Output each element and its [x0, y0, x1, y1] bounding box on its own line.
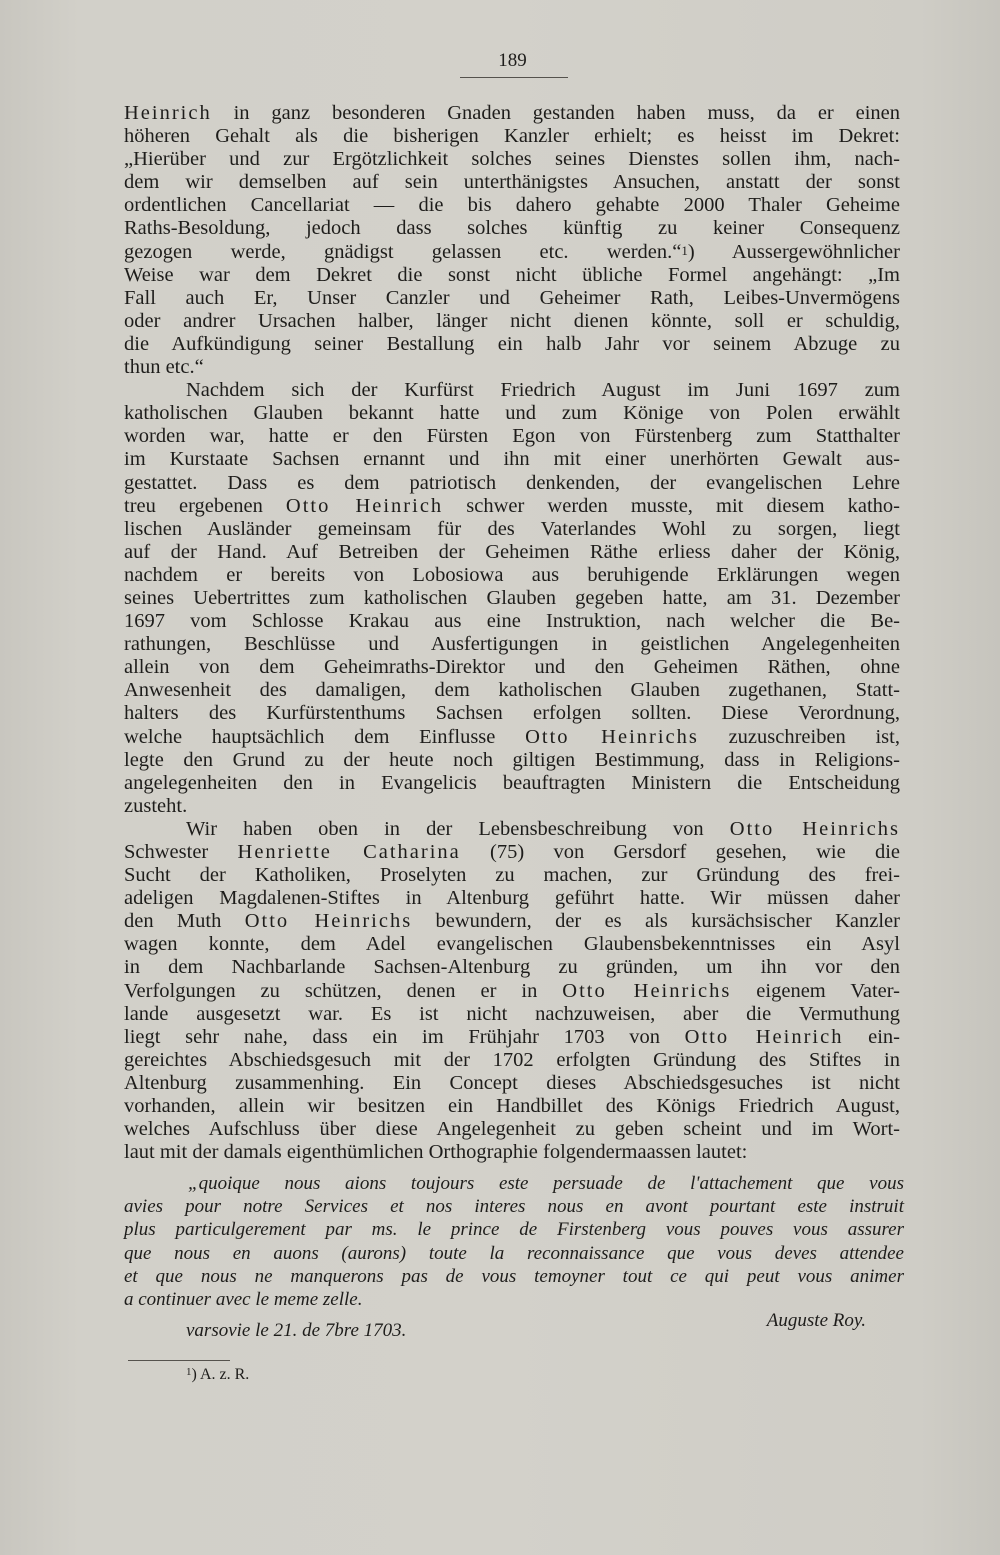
text-line	[124, 402, 900, 425]
text-run: Verfolgungen zu schützen, denen er in	[124, 979, 563, 1002]
text-run: Altenburg zusammenhing. Ein Concept dieses Abschiedsgesuches ist nicht	[124, 1071, 900, 1094]
text-line	[124, 148, 900, 171]
text-run: (75) von Gersdorf gesehen, wie die	[460, 841, 900, 863]
text-line	[124, 541, 900, 564]
text-line	[124, 1003, 900, 1026]
text-run: angelegenheiten den in Evangelicis beauftragten Ministern die Entscheidung	[124, 771, 900, 794]
text-run: vorhanden, allein wir besitzen ein Handbillet des Königs Friedrich August,	[124, 1095, 900, 1118]
text-run: adeligen Magdalenen-Stiftes in Altenburg geführt hatte. Wir müssen daher	[124, 887, 900, 910]
text-line	[124, 726, 900, 749]
text-run: lande ausgesetzt war. Es ist nicht nachzuweisen, aber die Vermuthung	[124, 1002, 900, 1025]
text-line	[124, 1095, 900, 1118]
quoted-letter	[124, 1172, 904, 1311]
text-line	[124, 841, 900, 864]
text-run: zusteht.	[124, 794, 188, 817]
text-line	[124, 1049, 900, 1072]
text-run: zuzuschreiben ist,	[698, 725, 900, 748]
text-line	[124, 887, 900, 910]
text-run: in ganz besonderen Gnaden gestanden haben muss, da er einen	[211, 102, 900, 124]
text-line	[124, 518, 900, 541]
text-line	[124, 933, 900, 956]
text-line	[124, 587, 900, 610]
text-run: ordentlichen Cancellariat — die bis dahero gehabte 2000 Thaler Geheime	[124, 194, 900, 217]
text-line	[124, 656, 900, 679]
text-line	[124, 448, 900, 471]
quote-line: a continuer avec le meme zelle.	[124, 1288, 363, 1310]
quote-line: avies pour notre Services et nos interes nous en avont pourtant este instruit	[124, 1196, 904, 1218]
text-run: rathungen, Beschlüsse und Ausfertigungen in geistlichen Angelegenheiten	[124, 633, 900, 656]
text-run: wagen konnte, dem Adel evangelischen Glaubensbekenntnisses ein Asyl	[124, 933, 900, 956]
text-line	[124, 564, 900, 587]
text-run: 1697 vom Schlosse Krakau aus eine Instruktion, nach welcher die Be-	[124, 610, 900, 633]
text-line	[124, 264, 900, 287]
text-run: eigenem Vater-	[731, 979, 900, 1002]
text-run: gestattet. Dass es dem patriotisch denkenden, der evangelischen Lehre	[124, 471, 900, 494]
text-run: thun etc.“	[124, 356, 204, 379]
spaced-name: Henriette Catharina	[237, 841, 461, 863]
letter-place-date: varsovie le 21. de 7bre 1703.	[186, 1320, 407, 1341]
footnote-text: ) A. z. R.	[191, 1366, 250, 1383]
text-run: nachdem er bereits von Lobosiowa aus beruhigende Erklärungen wegen	[124, 563, 900, 586]
text-run: ein-	[843, 1025, 900, 1048]
text-run: Schwester	[124, 841, 238, 863]
text-run: Nachdem sich der Kurfürst Friedrich August im Juni 1697 zum	[186, 379, 900, 402]
text-line	[124, 818, 900, 841]
text-run: Wir haben oben in der Lebensbeschreibung von	[186, 817, 730, 840]
footnote-rule	[128, 1360, 230, 1361]
text-line	[124, 610, 900, 633]
text-run: „Hierüber und zur Ergötzlichkeit solches seines Dienstes sollen ihm, nach-	[124, 148, 900, 171]
text-line	[124, 956, 900, 979]
text-line	[124, 864, 900, 887]
text-run: auf der Hand. Auf Betreiben der Geheimen Räthe erliess daher der König,	[124, 540, 900, 563]
text-line	[124, 125, 900, 148]
text-line	[124, 102, 900, 125]
quote-line: plus particulgerement par ms. le prince de Firstenberg vous pouves vous assurer	[124, 1219, 904, 1241]
text-line	[124, 495, 900, 518]
text-run: im Kurstaate Sachsen ernannt und ihn mit einer unerhörten Gewalt aus-	[124, 448, 900, 471]
spaced-name: Otto Heinrichs	[729, 817, 900, 840]
text-line	[124, 633, 900, 656]
text-run: Sucht der Katholiken, Proselyten zu machen, zur Gründung des frei-	[124, 864, 900, 887]
text-line	[124, 356, 900, 379]
text-run: Fall auch Er, Unser Canzler und Geheimer Rath, Leibes-Unvermögens	[124, 286, 900, 309]
spaced-name: Otto Heinrichs	[525, 725, 699, 748]
text-run: worden war, hatte er den Fürsten Egon von Fürstenberg zum Statthalter	[124, 425, 900, 448]
text-run: Weise war dem Dekret die sonst nicht übliche Formel angehängt: „Im	[124, 263, 900, 286]
text-line	[124, 194, 900, 217]
text-line	[124, 217, 900, 240]
text-run: oder andrer Ursachen halber, länger nicht dienen könnte, soll er schuldig,	[124, 309, 900, 332]
text-line	[124, 702, 900, 725]
text-run: dem wir demselben auf sein unterthänigstes Ansuchen, anstatt der sonst	[124, 171, 900, 194]
text-run: Anwesenheit des damaligen, dem katholischen Glauben zugethanen, Statt-	[124, 679, 900, 702]
text-line	[124, 472, 900, 495]
text-run: allein von dem Geheimraths-Direktor und den Geheimen Räthen, ohne	[124, 656, 900, 679]
text-run: seines Uebertrittes zum katholischen Glauben gegeben hatte, am 31. Dezember	[124, 586, 900, 609]
spaced-name: Otto Heinrichs	[244, 910, 413, 933]
quote-line: „quoique nous aions toujours este persuade de l'attachement que vous	[188, 1173, 904, 1194]
footnote-marker: 1	[186, 1366, 192, 1378]
text-line	[124, 171, 900, 194]
text-run: schwer werden musste, mit diesem katho-	[443, 494, 900, 517]
footnote	[186, 1366, 249, 1384]
text-line	[124, 679, 900, 702]
letter-signature: Auguste Roy.	[766, 1310, 866, 1331]
text-run: gezogen werde, gnädigst gelassen etc. werden.“	[124, 240, 682, 263]
text-run: Raths-Besoldung, jedoch dass solches künftig zu keiner Consequenz	[124, 217, 900, 240]
text-run: halters des Kurfürstenthums Sachsen erfolgen sollten. Diese Verordnung,	[124, 702, 900, 725]
text-run: gereichtes Abschiedsgesuch mit der 1702 erfolgten Gründung des Stiftes in	[124, 1048, 900, 1071]
text-run: den Muth	[124, 910, 245, 933]
spaced-name: Otto Heinrichs	[562, 979, 732, 1002]
text-line	[124, 772, 900, 795]
page-number: 189	[498, 50, 527, 71]
text-line	[124, 287, 900, 310]
body-text	[124, 102, 900, 1164]
text-run: katholischen Glauben bekannt hatte und zum Könige von Polen erwählt	[124, 402, 900, 425]
text-line	[124, 1118, 900, 1141]
spaced-name: Heinrich	[124, 102, 212, 124]
text-run: in dem Nachbarlande Sachsen-Altenburg zu gründen, um ihn vor den	[124, 956, 900, 979]
text-run: höheren Gehalt als die bisherigen Kanzler erhielt; es heisst im Dekret:	[124, 125, 900, 148]
footnote-reference: 1	[681, 242, 688, 258]
text-run: lischen Ausländer gemeinsam für des Vaterlandes Wohl zu sorgen, liegt	[124, 517, 900, 540]
text-line	[124, 980, 900, 1003]
text-line	[124, 333, 900, 356]
text-line	[124, 1141, 900, 1164]
text-run: laut mit der damals eigenthümlichen Orthographie folgendermaassen lautet:	[124, 1141, 748, 1164]
text-line	[124, 310, 900, 333]
text-line	[124, 379, 900, 402]
text-run: bewundern, der es als kursächsischer Kanzler	[412, 910, 900, 933]
text-run: legte den Grund zu der heute noch giltigen Bestimmung, dass in Religions-	[124, 748, 900, 771]
text-line	[124, 749, 900, 772]
text-run: die Aufkündigung seiner Bestallung ein halb Jahr vor seinem Abzuge zu	[124, 332, 900, 355]
text-run: welche hauptsächlich dem Einflusse	[124, 725, 526, 748]
spaced-name: Otto Heinrich	[684, 1025, 844, 1048]
text-run: treu ergebenen	[124, 494, 286, 517]
spaced-name: Otto Heinrich	[285, 494, 444, 517]
text-line	[124, 1026, 900, 1049]
text-run: ) Aussergewöhnlicher	[687, 240, 900, 263]
quote-line: et que nous ne manquerons pas de vous temoyner tout ce qui peut vous animer	[124, 1265, 904, 1287]
quote-line: que nous en auons (aurons) toute la reconnaissance que vous deves attendee	[124, 1242, 904, 1264]
text-line	[124, 910, 900, 933]
header-rule	[460, 77, 568, 78]
text-line	[124, 1072, 900, 1095]
text-line	[124, 425, 900, 448]
text-run: welches Aufschluss über diese Angelegenheit zu geben scheint und im Wort-	[124, 1118, 900, 1141]
text-line	[124, 795, 900, 818]
text-run: liegt sehr nahe, dass ein im Frühjahr 1703 von	[124, 1025, 685, 1048]
text-line	[124, 241, 900, 264]
